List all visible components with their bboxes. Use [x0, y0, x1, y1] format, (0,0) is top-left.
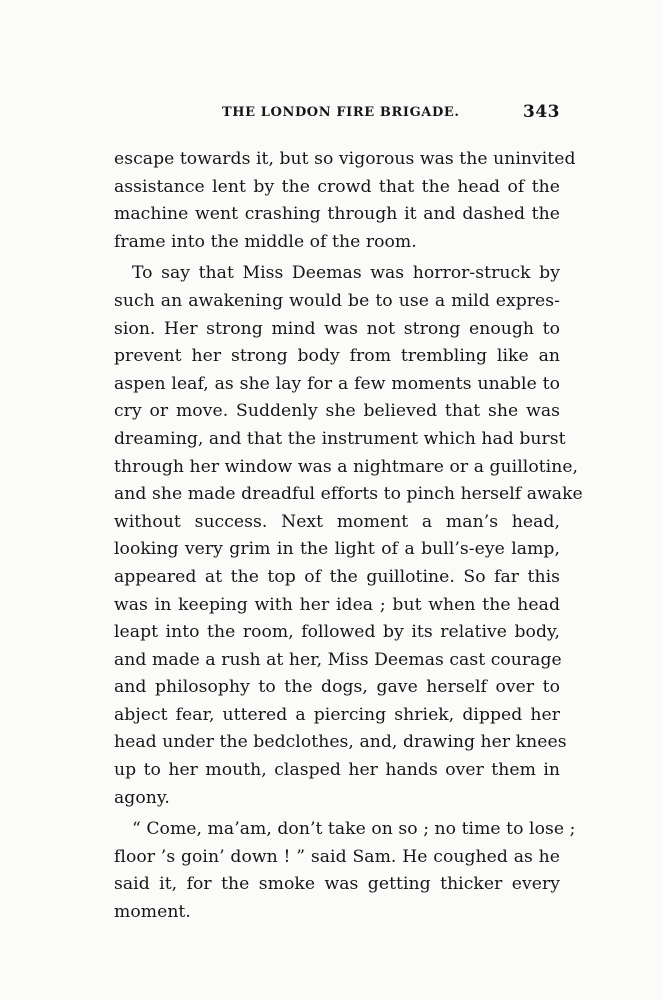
text-line: assistance lent by the crowd that the head of the — [114, 176, 560, 197]
body-text — [114, 146, 583, 927]
text-line: and philosophy to the dogs, gave herself over to — [114, 677, 560, 698]
text-line: and she made dreadful efforts to pinch herself awake — [114, 484, 583, 505]
text-line: agony. — [114, 787, 170, 808]
paragraph-2 — [114, 260, 583, 812]
text-line: escape towards it, but so vigorous was the uninvited — [114, 149, 576, 169]
text-line: To say that Miss Deemas was horror-struck by — [132, 263, 560, 284]
paragraph-3 — [114, 816, 576, 926]
text-line: floor ’s goin’ down ! ” said Sam. He coughed as he — [114, 846, 560, 867]
text-line: and made a rush at her, Miss Deemas cast courage — [114, 649, 562, 670]
text-line: prevent her strong body from trembling like an — [114, 346, 560, 367]
text-line: cry or move. Suddenly she believed that she was — [114, 401, 560, 422]
text-line: leapt into the room, followed by its relative body, — [114, 622, 560, 643]
page-number: 343 — [523, 102, 560, 122]
text-line: head under the bedclothes, and, drawing her knees — [114, 732, 567, 753]
text-line: aspen leaf, as she lay for a few moments unable to — [114, 373, 560, 394]
text-line: sion. Her strong mind was not strong enough to — [114, 318, 560, 339]
text-line: up to her mouth, clasped her hands over them in — [114, 760, 560, 781]
text-line: said it, for the smoke was getting thicker every — [114, 874, 560, 895]
text-line: such an awakening would be to use a mild expres- — [114, 290, 560, 311]
text-line: looking very grim in the light of a bull’s-eye lamp, — [114, 539, 560, 560]
text-line: frame into the middle of the room. — [114, 231, 417, 252]
page-header — [114, 101, 560, 127]
text-line: “ Come, ma’am, don’t take on so ; no time to lose ; — [132, 819, 576, 840]
text-line: through her window was a nightmare or a guillotine, — [114, 456, 579, 477]
text-line: without success. Next moment a man’s head, — [114, 511, 560, 532]
text-line: moment. — [114, 902, 191, 923]
running-head: THE LONDON FIRE BRIGADE. — [222, 105, 460, 120]
text-line: dreaming, and that the instrument which had burst — [114, 428, 566, 449]
paragraph-1 — [114, 146, 576, 256]
text-line: appeared at the top of the guillotine. So far this — [114, 566, 560, 587]
text-line: abject fear, uttered a piercing shriek, dipped her — [114, 704, 560, 725]
text-line: machine went crashing through it and dashed the — [114, 204, 560, 225]
text-line: was in keeping with her idea ; but when the head — [114, 594, 560, 615]
